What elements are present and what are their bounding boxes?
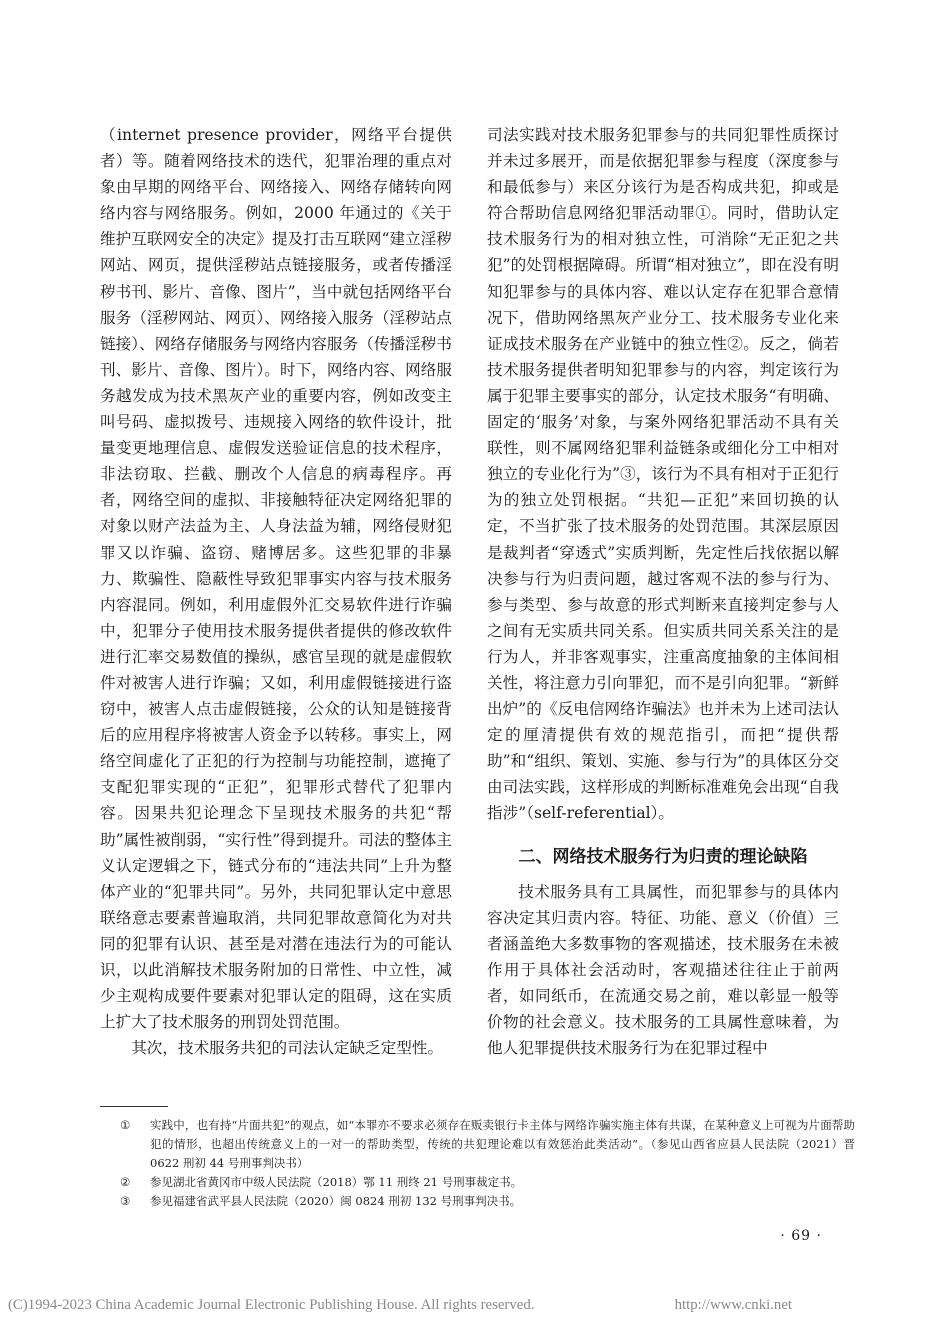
copyright-text: (C)1994-2023 China Academic Journal Electronic Publishing House. All rights reserved. [8,1297,535,1313]
footnote [100,1116,855,1173]
section-heading: 二、网络技术服务行为归责的理论缺陷 [518,846,808,867]
footnote-mark: ② [120,1175,131,1189]
footnote-text: 实践中，也有持“片面共犯”的观点，如“本罪亦不要求必须存在贩卖银行卡主体与网络诈骗实施主体有共谋，在某种意义上可视为片面帮助犯的情形，也超出传统意义上的一对一的帮助类型，传统的共犯理论难以有效惩治此类活动”。（参见山西省应县人民法院（2021）晋 0622 刑初 44 号刑事判决书） [150,1118,855,1170]
footnote-divider [100,1106,168,1107]
footnote-mark: ③ [120,1194,131,1208]
footnote [100,1173,855,1192]
footnote [100,1192,855,1211]
footnotes [100,1116,855,1211]
left-column [100,122,452,1061]
body-paragraph: （internet presence provider，网络平台提供者）等。随着网络技术的迭代，犯罪治理的重点对象由早期的网络平台、网络接入、网络存储转向网络内容与网络服务。例如，2000 年通过的《关于维护互联网安全的决定》提及打击互联网“建立淫秽网站、网页，提供淫秽站点链接服务，或者传播淫秽书刊、影片、音像、图片”，当中就包括网络平台服务（淫秽网站、网页）、网络接入服务（淫秽站点链接）、网络存储服务与网络内容服务（传播淫秽书刊、影片、音像、图片）。时下，网络内容、网络服务越发成为技术黑灰产业的重要内容，例如改变主叫号码、虚拟拨号、违规接入网络的软件设计，批量变更地理信息、虚假发送验证信息的技术程序，非法窃取、拦截、删改个人信息的病毒程序。再者，网络空间的虚拟、非接触特征决定网络犯罪的对象以财产法益为主、人身法益为辅，网络侵财犯罪又以诈骗、盗窃、赌博居多。这些犯罪的非暴力、欺骗性、隐蔽性导致犯罪事实内容与技术服务内容混同。例如，利用虚假外汇交易软件进行诈骗中，犯罪分子使用技术服务提供者提供的修改软件进行汇率交易数值的操纵，感官呈现的就是虚假软件对被害人进行诈骗；又如，利用虚假链接进行盗窃中，被害人点击虚假链接，公众的认知是链接背后的应用程序将被害人资金予以转移。事实上，网络空间虚化了正犯的行为控制与功能控制，遮掩了支配犯罪实现的“正犯”，犯罪形式替代了犯罪内容。因果共犯论理念下呈现技术服务的共犯“帮助”属性被削弱，“实行性”得到提升。司法的整体主义认定逻辑之下，链式分布的“违法共同”上升为整体产业的“犯罪共同”。另外，共同犯罪认定中意思联络意志要素普遍取消，共同犯罪故意简化为对共同的犯罪有认识、甚至是对潜在违法行为的可能认识，以此消解技术服务附加的日常性、中立性，减少主观构成要件要素对犯罪认定的阻碍，这在实质上扩大了技术服务的刑罚处罚范围。 [100,126,452,1032]
right-column [487,122,839,1061]
body-paragraph: 技术服务具有工具属性，而犯罪参与的具体内容决定其归责内容。特征、功能、意义（价值）三者涵盖绝大多数事物的客观描述，技术服务在未被作用于具体社会活动时，客观描述往往止于前两者，如同纸币，在流通交易之前，难以彰显一般等价物的社会意义。技术服务的工具属性意味着，为他人犯罪提供技术服务行为在犯罪过程中 [487,882,839,1058]
footnote-mark: ① [120,1118,131,1132]
footnote-text: 参见湖北省黄冈市中级人民法院（2018）鄂 11 刑终 21 号刑事裁定书。 [150,1175,523,1189]
body-paragraph: 其次，技术服务共犯的司法认定缺乏定型性。 [131,1039,444,1058]
body-paragraph: 司法实践对技术服务犯罪参与的共同犯罪性质探讨并未过多展开，而是依据犯罪参与程度（深度参与和最低参与）来区分该行为是否构成共犯，抑或是符合帮助信息网络犯罪活动罪①。同时，借助认定技术服务行为的相对独立性，可消除“无正犯之共犯”的处罚根据障碍。所谓“相对独立”，即在没有明知犯罪参与的具体内容、难以认定存在犯罪合意情况下，借助网络黑灰产业分工、技术服务专业化来证成技术服务在产业链中的独立性②。反之，倘若技术服务提供者明知犯罪参与的内容，判定该行为属于犯罪主要事实的部分，认定技术服务“有明确、固定的‘服务’对象，与案外网络犯罪活动不具有关联性，则不属网络犯罪利益链条或细化分工中相对独立的专业化行为”③，该行为不具有相对于正犯行为的独立处罚根据。“共犯—正犯”来回切换的认定，不当扩张了技术服务的处罚范围。其深层原因是裁判者“穿透式”实质判断，先定性后找依据以解决参与行为归责问题，越过客观不法的参与行为、参与类型、参与故意的形式判断来直接判定参与人之间有无实质共同关系。但实质共同关系关注的是行为人，并非客观事实，注重高度抽象的主体间相关性，将注意力引向罪犯，而不是引向犯罪。“新鲜出炉”的《反电信网络诈骗法》也并未为上述司法认定的厘清提供有效的规范指引，而把“提供帮助”和“组织、策划、实施、参与行为”的具体区分交由司法实践，这样形成的判断标准难免会出现“自我指涉”（self-referential）。 [487,126,839,823]
copyright-footer [8,1297,942,1314]
footnote-text: 参见福建省武平县人民法院（2020）闽 0824 刑初 132 号刑事判决书。 [150,1194,522,1208]
copyright-url: http://www.cnki.net [674,1297,792,1313]
page-number: · 69 · [780,1228,822,1244]
